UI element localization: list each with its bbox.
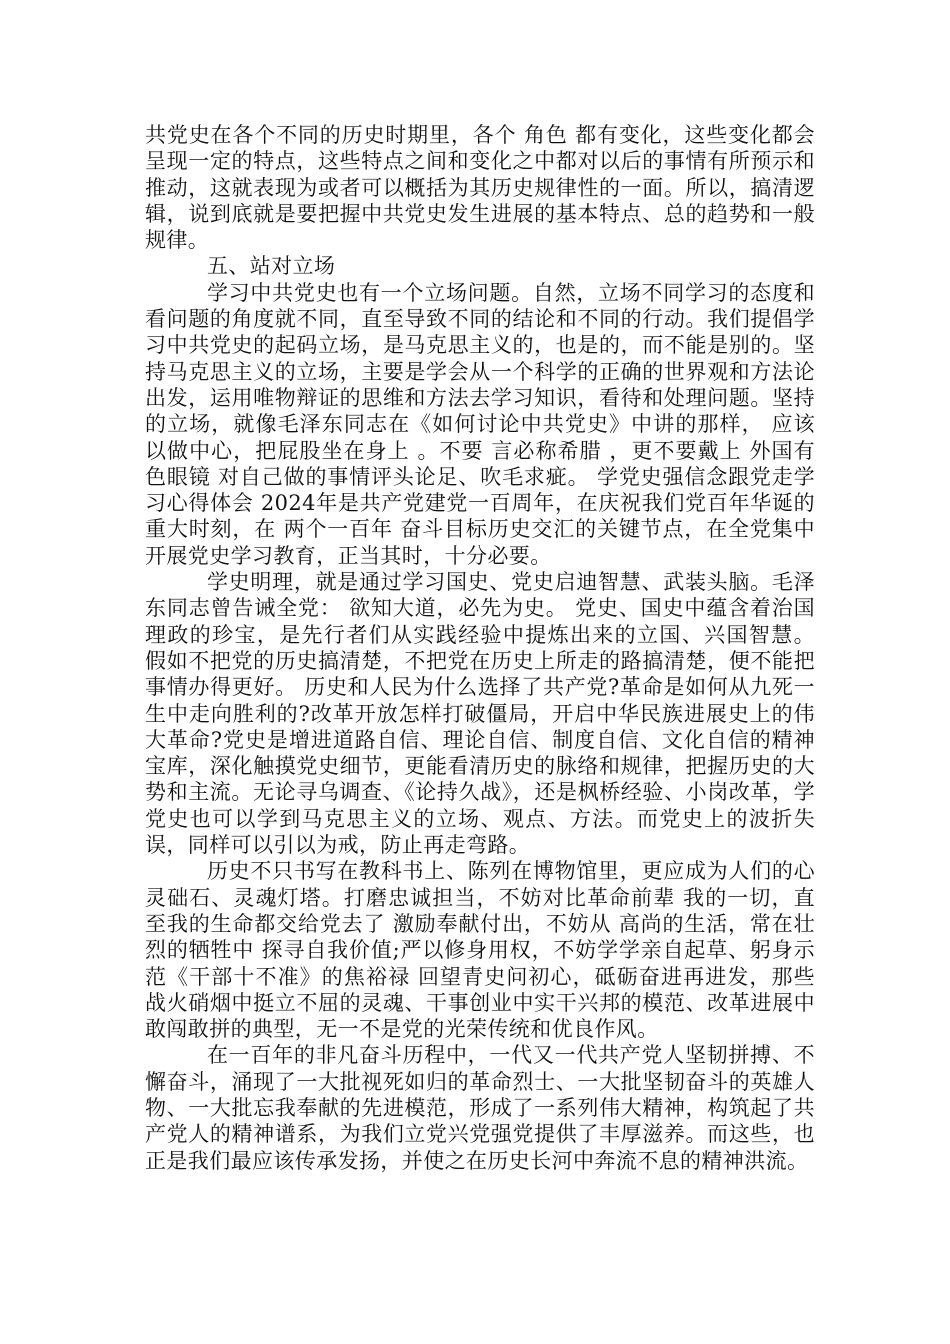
paragraph-continuation: 共党史在各个不同的历史时期里，各个 角色 都有变化，这些变化都会呈现一定的特点，这些特点之间和变化之中都对以后的事情有所预示和推动，这就表现为或者可以概括为其历史规律性的一面。所以，搞清逻辑，说到底就是要把握中共党史发生进展的基本特点、总的趋势和一般规律。 bbox=[145, 123, 815, 253]
section-heading-stand: 五、站对立场 bbox=[206, 254, 336, 279]
document-page bbox=[145, 122, 815, 1174]
paragraph-spirit: 在一百年的非凡奋斗历程中，一代又一代共产党人坚韧拼搏、不懈奋斗，涌现了一大批视死如归的革命烈士、一大批坚韧奋斗的英雄人物、一大批忘我奉献的先进模范，形成了一系列伟大精神，构筑起了共产党人的精神谱系，为我们立党兴党强党提供了丰厚滋养。而这些，也正是我们最应该传承发扬，并使之在历史长河中奔流不息的精神洪流。 bbox=[145, 1043, 815, 1173]
paragraph-history-beacon: 历史不只书写在教科书上、陈列在博物馆里，更应成为人们的心灵础石、灵魂灯塔。打磨忠诚担当，不妨对比革命前辈 我的一切，直至我的生命都交给党去了 激励奉献付出，不妨从 高尚的生活，常在壮烈的牺牲中 探寻自我价值;严以修身用权，不妨学学亲自起草、躬身示范《干部十不准》的焦裕禄 回望青史问初心，砥砺奋进再进发，那些战火硝烟中挺立不屈的灵魂、干事创业中实干兴邦的模范、改革进展中敢闯敢拼的典型，无一不是党的光荣传统和优良作风。 bbox=[145, 859, 815, 1042]
paragraph-learn-history: 学史明理，就是通过学习国史、党史启迪智慧、武装头脑。毛泽东同志曾告诫全党： 欲知大道，必先为史。 党史、国史中蕴含着治国理政的珍宝，是先行者们从实践经验中提炼出来的立国、兴国智慧。 假如不把党的历史搞清楚，不把党在历史上所走的路搞清楚，便不能把事情办得更好。 历史和人民为什么选择了共产党?革命是如何从九死一生中走向胜利的?改革开放怎样打破僵局，开启中华民族进展史上的伟大革命?党史是增进道路自信、理论自信、制度自信、文化自信的精神宝库，深化触摸党史细节，更能看清历史的脉络和规律，把握历史的大势和主流。无论寻乌调查、《论持久战》，还是枫桥经验、小岗改革，学党史也可以学到马克思主义的立场、观点、方法。而党史上的波折失误，同样可以引以为戒，防止再走弯路。 bbox=[145, 570, 815, 858]
paragraph-stand: 学习中共党史也有一个立场问题。自然，立场不同学习的态度和看问题的角度就不同，直至导致不同的结论和不同的行动。我们提倡学习中共党史的起码立场，是马克思主义的，也是的，而不能是别的。坚持马克思主义的立场，主要是学会从一个科学的正确的世界观和方法论出发，运用唯物辩证的思维和方法去学习知识，看待和处理问题。坚持的立场，就像毛泽东同志在《如何讨论中共党史》中讲的那样， 应该以做中心，把屁股坐在身上 。不要 言必称希腊 ，更不要戴上 外国有色眼镜 对自己做的事情评头论足、吹毛求疵。 学党史强信念跟党走学习心得体会 2024年是共产党建党一百周年，在庆祝我们党百年华诞的重大时刻，在 两个一百年 奋斗目标历史交汇的关键节点，在全党集中开展党史学习教育，正当其时，十分必要。 bbox=[145, 280, 815, 568]
